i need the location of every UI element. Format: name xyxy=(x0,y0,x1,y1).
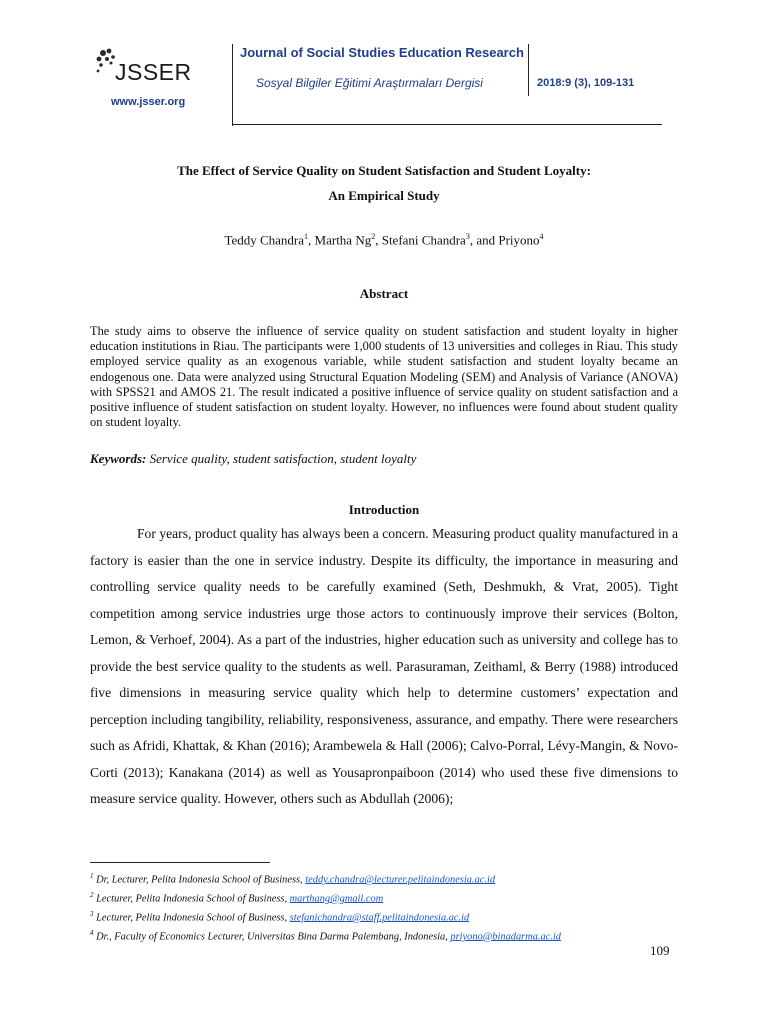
footnotes xyxy=(90,869,678,945)
footnote-email-link[interactable]: marthang@gmail.com xyxy=(289,893,384,905)
introduction-heading: Introduction xyxy=(348,502,420,517)
author-list xyxy=(90,232,678,248)
footnote xyxy=(90,869,678,888)
journal-title: Journal of Social Studies Education Research xyxy=(240,45,524,60)
logo-text: JSSER xyxy=(115,59,192,85)
footnote-text: Lecturer, Pelita Indonesia School of Business, xyxy=(96,893,290,905)
keywords-label: Keywords: xyxy=(90,451,147,466)
author-separator: , xyxy=(375,232,382,248)
footnote-email-link[interactable]: priyono@binadarma.ac.id xyxy=(450,931,561,943)
footnote-number: 1 xyxy=(90,872,94,880)
author-separator: , and xyxy=(469,232,499,248)
author-name: Martha Ng xyxy=(314,232,372,248)
abstract-body: The study aims to observe the influence of service quality on student satisfaction and student loyalty in higher education institutions in Riau. The participants were 1,000 students of 13 universities and colleges in Riau. This study employed service quality as an exogenous variable, while student satisfaction and student loyalty became an endogenous one. Data were analyzed using Structural Equation Modeling (SEM) and Analysis of Variance (ANOVA) with SPSS21 and AMOS 21. The result indicated a positive influence of service quality on student satisfaction and a positive influence of student satisfaction on student loyalty. However, no influences were found about student quality on student loyalty. xyxy=(90,324,678,430)
paper-title-line-2: An Empirical Study xyxy=(328,188,440,203)
author-sup: 4 xyxy=(539,232,544,241)
author-sup: 1 xyxy=(304,232,309,241)
header-rule xyxy=(232,124,662,125)
paper-title-line-1: The Effect of Service Quality on Student Satisfaction and Student Loyalty: xyxy=(177,163,591,178)
author-sup: 2 xyxy=(371,232,376,241)
author-name: Priyono xyxy=(498,232,540,248)
footnote-number: 4 xyxy=(90,928,94,937)
journal-issue: 2018:9 (3), 109-131 xyxy=(537,77,635,89)
footnote xyxy=(90,926,678,945)
footnote-text: Lecturer, Pelita Indonesia School of Business, xyxy=(96,912,290,924)
jsser-logo xyxy=(95,47,205,87)
footnote-email-link[interactable]: teddy.chandra@lecturer.pelitaindonesia.ac.id xyxy=(305,874,496,886)
footnote-rule xyxy=(90,862,270,863)
header-divider xyxy=(528,44,529,96)
introduction-body: For years, product quality has always been a concern. Measuring product quality manufactured in a factory is easier than the one in service industry. Despite its difficulty, the importance in measuring and controlling service quality needs to be carefully examined (Seth, Deshmukh, & Vrat, 2005). Tight competition among service industries urge those actors to continuously improve their services (Bolton, Lemon, & Verhoef, 2004). As a part of the industries, higher education such as university and college has to provide the best service quality to the students as well. Parasuraman, Zeithaml, & Berry (1988) introduced five dimensions in measuring service quality which help to determine customers’ expectation and perception including tangibility, reliability, responsiveness, assurance, and empathy. There were researchers such as Afridi, Khattak, & Khan (2016); Arambewela & Hall (2006); Calvo-Porral, Lévy-Mangin, & Novo-Corti (2013); Kanakana (2014) as well as Yousapronpaiboon (2014) who used these five dimensions to measure service quality. However, others such as Abdullah (2006); xyxy=(90,526,678,806)
footnote-text: Dr., Faculty of Economics Lecturer, Universitas Bina Darma Palembang, Indonesia, xyxy=(96,931,451,943)
page-header xyxy=(0,0,768,130)
footnote-number: 2 xyxy=(90,890,94,899)
footnote-email-link[interactable]: stefanichandra@staff.pelitaindonesia.ac.id xyxy=(289,912,470,924)
header-divider xyxy=(232,44,233,126)
author-sup: 3 xyxy=(465,232,470,241)
abstract-heading: Abstract xyxy=(359,286,409,301)
keywords-value: Service quality, student satisfaction, student loyalty xyxy=(149,451,417,466)
journal-subtitle: Sosyal Bilgiler Eğitimi Araştırmaları Dergisi xyxy=(256,76,483,90)
footnote xyxy=(90,907,678,926)
journal-website[interactable]: www.jsser.org xyxy=(111,96,186,108)
footnote-number: 3 xyxy=(90,909,94,918)
footnote-text: Dr, Lecturer, Pelita Indonesia School of Business, xyxy=(96,874,306,886)
footnote xyxy=(90,888,678,907)
author-separator: , xyxy=(308,232,315,248)
keywords xyxy=(90,451,678,467)
author-name: Stefani Chandra xyxy=(381,232,466,248)
author-name: Teddy Chandra xyxy=(224,232,305,248)
page-number: 109 xyxy=(650,943,670,958)
